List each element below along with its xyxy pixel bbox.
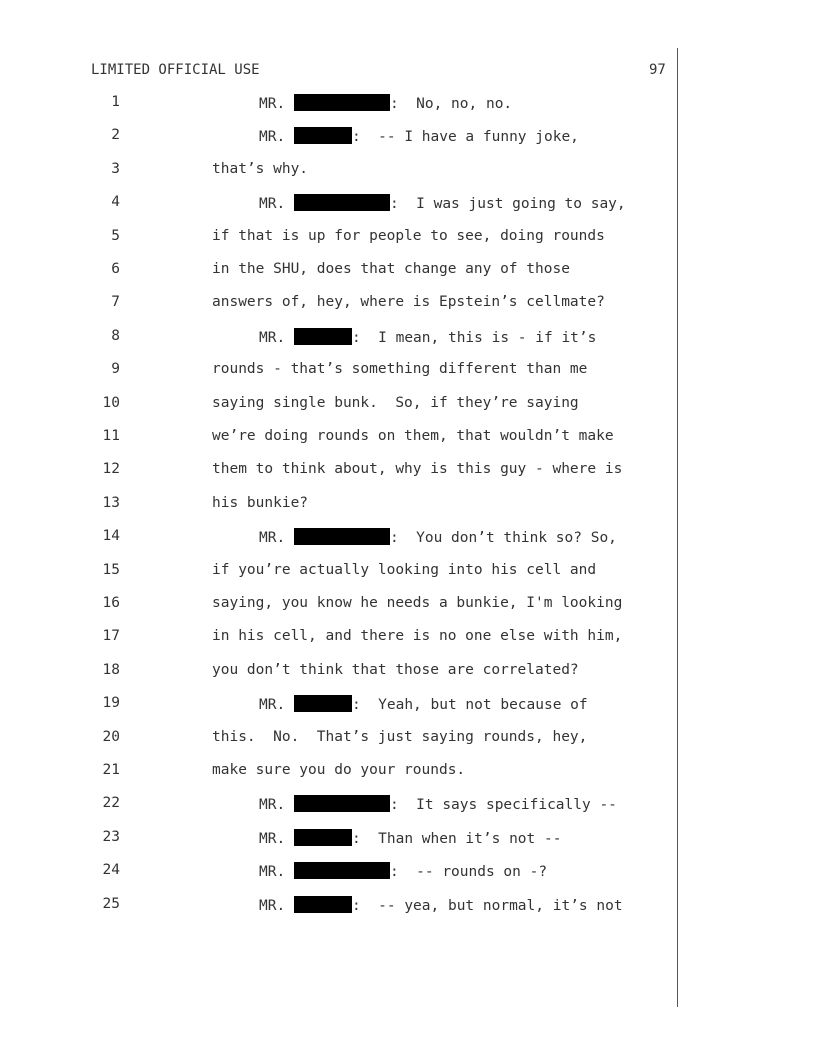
line-number: 23 xyxy=(102,828,120,845)
line-text: : I was just going to say, xyxy=(389,196,626,213)
line-text: answers of, hey, where is Epstein’s cellmate? xyxy=(212,294,605,311)
transcript-line xyxy=(0,862,816,882)
line-number: 7 xyxy=(111,294,120,311)
classification-marking: LIMITED OFFICIAL USE xyxy=(91,62,260,78)
line-text: : It says specifically -- xyxy=(389,797,617,814)
line-text: in the SHU, does that change any of those xyxy=(212,261,570,277)
line-number: 12 xyxy=(102,461,120,478)
redaction-box xyxy=(294,194,390,211)
speaker-turn xyxy=(259,194,626,212)
line-text: that’s why. xyxy=(212,160,309,177)
line-number: 13 xyxy=(102,494,120,511)
transcript-line xyxy=(0,428,816,448)
line-text: you don’t think that those are correlated? xyxy=(212,661,579,678)
transcript-line xyxy=(0,628,816,648)
line-number: 14 xyxy=(102,528,120,545)
line-text: if you’re actually looking into his cell and xyxy=(212,561,597,578)
speaker-title: MR. xyxy=(259,830,286,847)
line-text: rounds - that’s something different than me xyxy=(212,361,588,378)
line-text: : Yeah, but not because of xyxy=(351,697,588,714)
redaction-box xyxy=(294,695,352,712)
transcript-line xyxy=(0,361,816,381)
line-number: 16 xyxy=(102,595,120,611)
line-number: 5 xyxy=(111,227,120,244)
line-text: them to think about, why is this guy - where is xyxy=(212,461,623,478)
line-number: 25 xyxy=(102,895,120,912)
speaker-turn xyxy=(259,795,617,813)
line-text: : -- I have a funny joke, xyxy=(351,129,579,146)
transcript-line xyxy=(0,161,816,181)
line-number: 15 xyxy=(102,561,120,578)
line-text: make sure you do your rounds. xyxy=(212,762,466,778)
transcript-line xyxy=(0,595,816,615)
line-text: if that is up for people to see, doing rounds xyxy=(212,227,605,244)
line-number: 22 xyxy=(102,795,120,812)
speaker-title: MR. xyxy=(259,897,286,914)
line-text: saying single bunk. So, if they’re saying xyxy=(212,394,579,411)
line-text: saying, you know he needs a bunkie, I'm looking xyxy=(212,595,623,611)
speaker-turn xyxy=(259,328,596,346)
line-number: 21 xyxy=(102,762,120,778)
redaction-box xyxy=(294,829,352,846)
transcript-line xyxy=(0,495,816,515)
line-number: 3 xyxy=(111,160,120,177)
line-text: this. No. That’s just saying rounds, hey, xyxy=(212,728,588,745)
line-number: 18 xyxy=(102,661,120,678)
line-number: 17 xyxy=(102,628,120,645)
transcript-line xyxy=(0,762,816,782)
line-text: : -- yea, but normal, it’s not xyxy=(351,897,623,914)
page-number: 97 xyxy=(649,62,666,78)
redaction-box xyxy=(294,862,390,879)
line-number: 8 xyxy=(111,327,120,344)
line-text: : -- rounds on -? xyxy=(389,864,548,881)
line-number: 19 xyxy=(102,695,120,712)
speaker-turn xyxy=(259,695,588,713)
line-number: 24 xyxy=(102,862,120,879)
line-number: 4 xyxy=(111,194,120,211)
speaker-turn xyxy=(259,127,579,145)
transcript-line xyxy=(0,127,816,147)
line-number: 11 xyxy=(102,428,120,444)
line-number: 9 xyxy=(111,361,120,378)
speaker-turn xyxy=(259,896,623,914)
speaker-turn xyxy=(259,94,512,112)
transcript-line xyxy=(0,294,816,314)
transcript-line xyxy=(0,562,816,582)
speaker-title: MR. xyxy=(259,196,286,213)
transcript-line xyxy=(0,194,816,214)
transcript-line xyxy=(0,662,816,682)
speaker-title: MR. xyxy=(259,129,286,146)
transcript-line xyxy=(0,795,816,815)
transcript-line xyxy=(0,461,816,481)
speaker-title: MR. xyxy=(259,329,286,346)
line-number: 2 xyxy=(111,127,120,144)
redaction-box xyxy=(294,896,352,913)
transcript-line xyxy=(0,528,816,548)
transcript-line xyxy=(0,729,816,749)
line-number: 10 xyxy=(102,394,120,411)
redaction-box xyxy=(294,528,390,545)
speaker-title: MR. xyxy=(259,697,286,714)
speaker-title: MR. xyxy=(259,530,286,547)
transcript-line xyxy=(0,94,816,114)
line-text: : No, no, no. xyxy=(389,96,513,112)
speaker-turn xyxy=(259,862,547,880)
transcript-line xyxy=(0,328,816,348)
speaker-title: MR. xyxy=(259,797,286,814)
speaker-turn xyxy=(259,829,561,847)
line-text: : Than when it’s not -- xyxy=(351,830,562,847)
speaker-title: MR. xyxy=(259,864,286,881)
redaction-box xyxy=(294,127,352,144)
transcript-line xyxy=(0,228,816,248)
line-number: 20 xyxy=(102,728,120,745)
speaker-title: MR. xyxy=(259,96,286,112)
transcript-line xyxy=(0,829,816,849)
line-text: : You don’t think so? So, xyxy=(389,530,617,547)
line-number: 6 xyxy=(111,261,120,277)
redaction-box xyxy=(294,328,352,345)
line-text: his bunkie? xyxy=(212,494,309,511)
line-text: in his cell, and there is no one else with him, xyxy=(212,628,623,645)
redaction-box xyxy=(294,94,390,111)
line-text: : I mean, this is - if it’s xyxy=(351,329,597,346)
transcript-line xyxy=(0,395,816,415)
line-text: we’re doing rounds on them, that wouldn’t make xyxy=(212,428,614,444)
transcript-line xyxy=(0,261,816,281)
transcript-line xyxy=(0,896,816,916)
speaker-turn xyxy=(259,528,617,546)
line-number: 1 xyxy=(111,94,120,110)
transcript-line xyxy=(0,695,816,715)
redaction-box xyxy=(294,795,390,812)
